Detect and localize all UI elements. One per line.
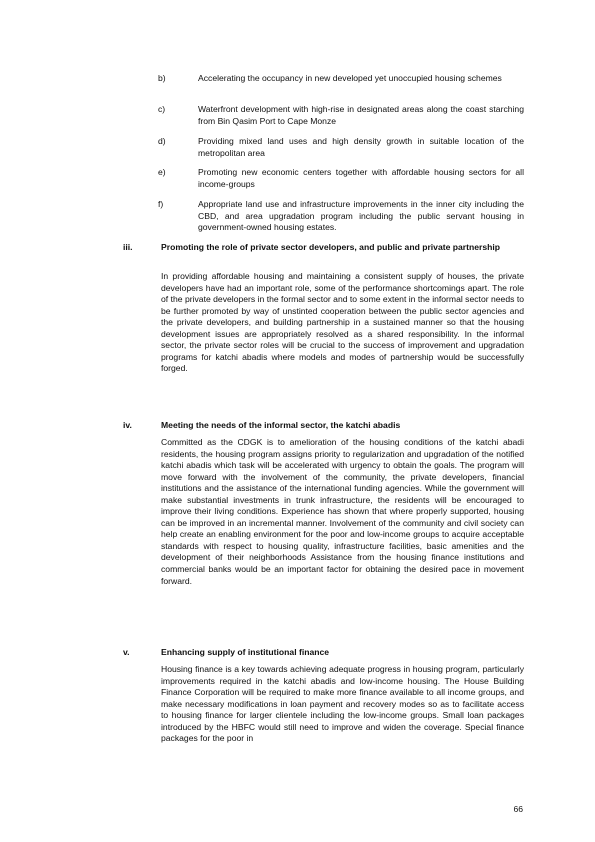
section-number: iii. bbox=[123, 242, 133, 252]
section-paragraph: Housing finance is a key towards achieving adequate progress in housing program, particularly improvements required in the katchi abadis and low-income housing. The House Building Finance Corporation will be required to make more finance available to all income groups, and make necessary modifications in loan payment and recovery modes so as to facilitate access to housing finance for larger clientele including the low-income groups. Small loan packages introduced by the HBFC would still need to improve and widen the coverage. Special finance packages for the poor in bbox=[161, 664, 524, 744]
list-item-text: Promoting new economic centers together with affordable housing sectors for all income-groups bbox=[198, 167, 524, 189]
list-item-text: Providing mixed land uses and high density growth in suitable location of the metropolitan area bbox=[198, 136, 524, 158]
section-heading: Enhancing supply of institutional finance bbox=[161, 647, 330, 657]
section-paragraph: In providing affordable housing and maintaining a consistent supply of houses, the private developers have had an important role, some of the performance shortcomings apart. The role of the private developers in the formal sector and to some extent in the informal sector needs to be further promoted by way of unstinted cooperation between the public sector agencies and the private developers, and building partnership in a sustained manner so that the housing development issues are appropriately resolved as a shared responsibility. In the informal sector, the private sector roles will be crucial to the success of improvement and upgradation programs for katchi abadis where models and modes of partnership would be successfully forged. bbox=[161, 271, 524, 374]
section-paragraph: Committed as the CDGK is to amelioration of the housing conditions of the katchi abadi residents, the housing program assigns priority to regularization and upgradation of the notified katchi abadis which task will be accelerated with urgency to obtain the goals. The program will move forward with the involvement of the community, the private developers, financial institutions and the assistance of the international funding agencies. While the government will make substantial investments in trunk infrastructure, the residents will be encouraged to improve their living conditions. Experience has shown that where properly supported, housing can be improved in an incremental manner. Involvement of the community and civil society can help create an enabling environment for the poor and low-income groups to acquire acceptable standards with respect to housing quality, infrastructure facilities, basic amenities and the development of their neighborhoods Assistance from the housing finance institutions and commercial banks would be an important factor for obtaining the desired pace in movement forward. bbox=[161, 437, 524, 586]
list-item-text: Appropriate land use and infrastructure improvements in the inner city including the CBD, and area upgradation program including the public servant housing in government-owned housing estates. bbox=[198, 199, 524, 233]
page-number: 66 bbox=[513, 804, 523, 814]
list-item-text: Waterfront development with high-rise in designated areas along the coast starching from Bin Qasim Port to Cape Monze bbox=[198, 104, 524, 126]
section-heading: Promoting the role of private sector developers, and public and private partnership bbox=[161, 242, 501, 252]
list-item-label: b) bbox=[158, 73, 166, 83]
list-item-label: d) bbox=[158, 136, 166, 146]
list-item-label: c) bbox=[158, 104, 166, 114]
section-number: v. bbox=[123, 647, 130, 657]
list-item-label: f) bbox=[158, 199, 164, 209]
section-number: iv. bbox=[123, 420, 132, 430]
list-item-text: Accelerating the occupancy in new developed yet unoccupied housing schemes bbox=[198, 73, 502, 83]
section-heading: Meeting the needs of the informal sector, the katchi abadis bbox=[161, 420, 401, 430]
list-item-label: e) bbox=[158, 167, 166, 177]
